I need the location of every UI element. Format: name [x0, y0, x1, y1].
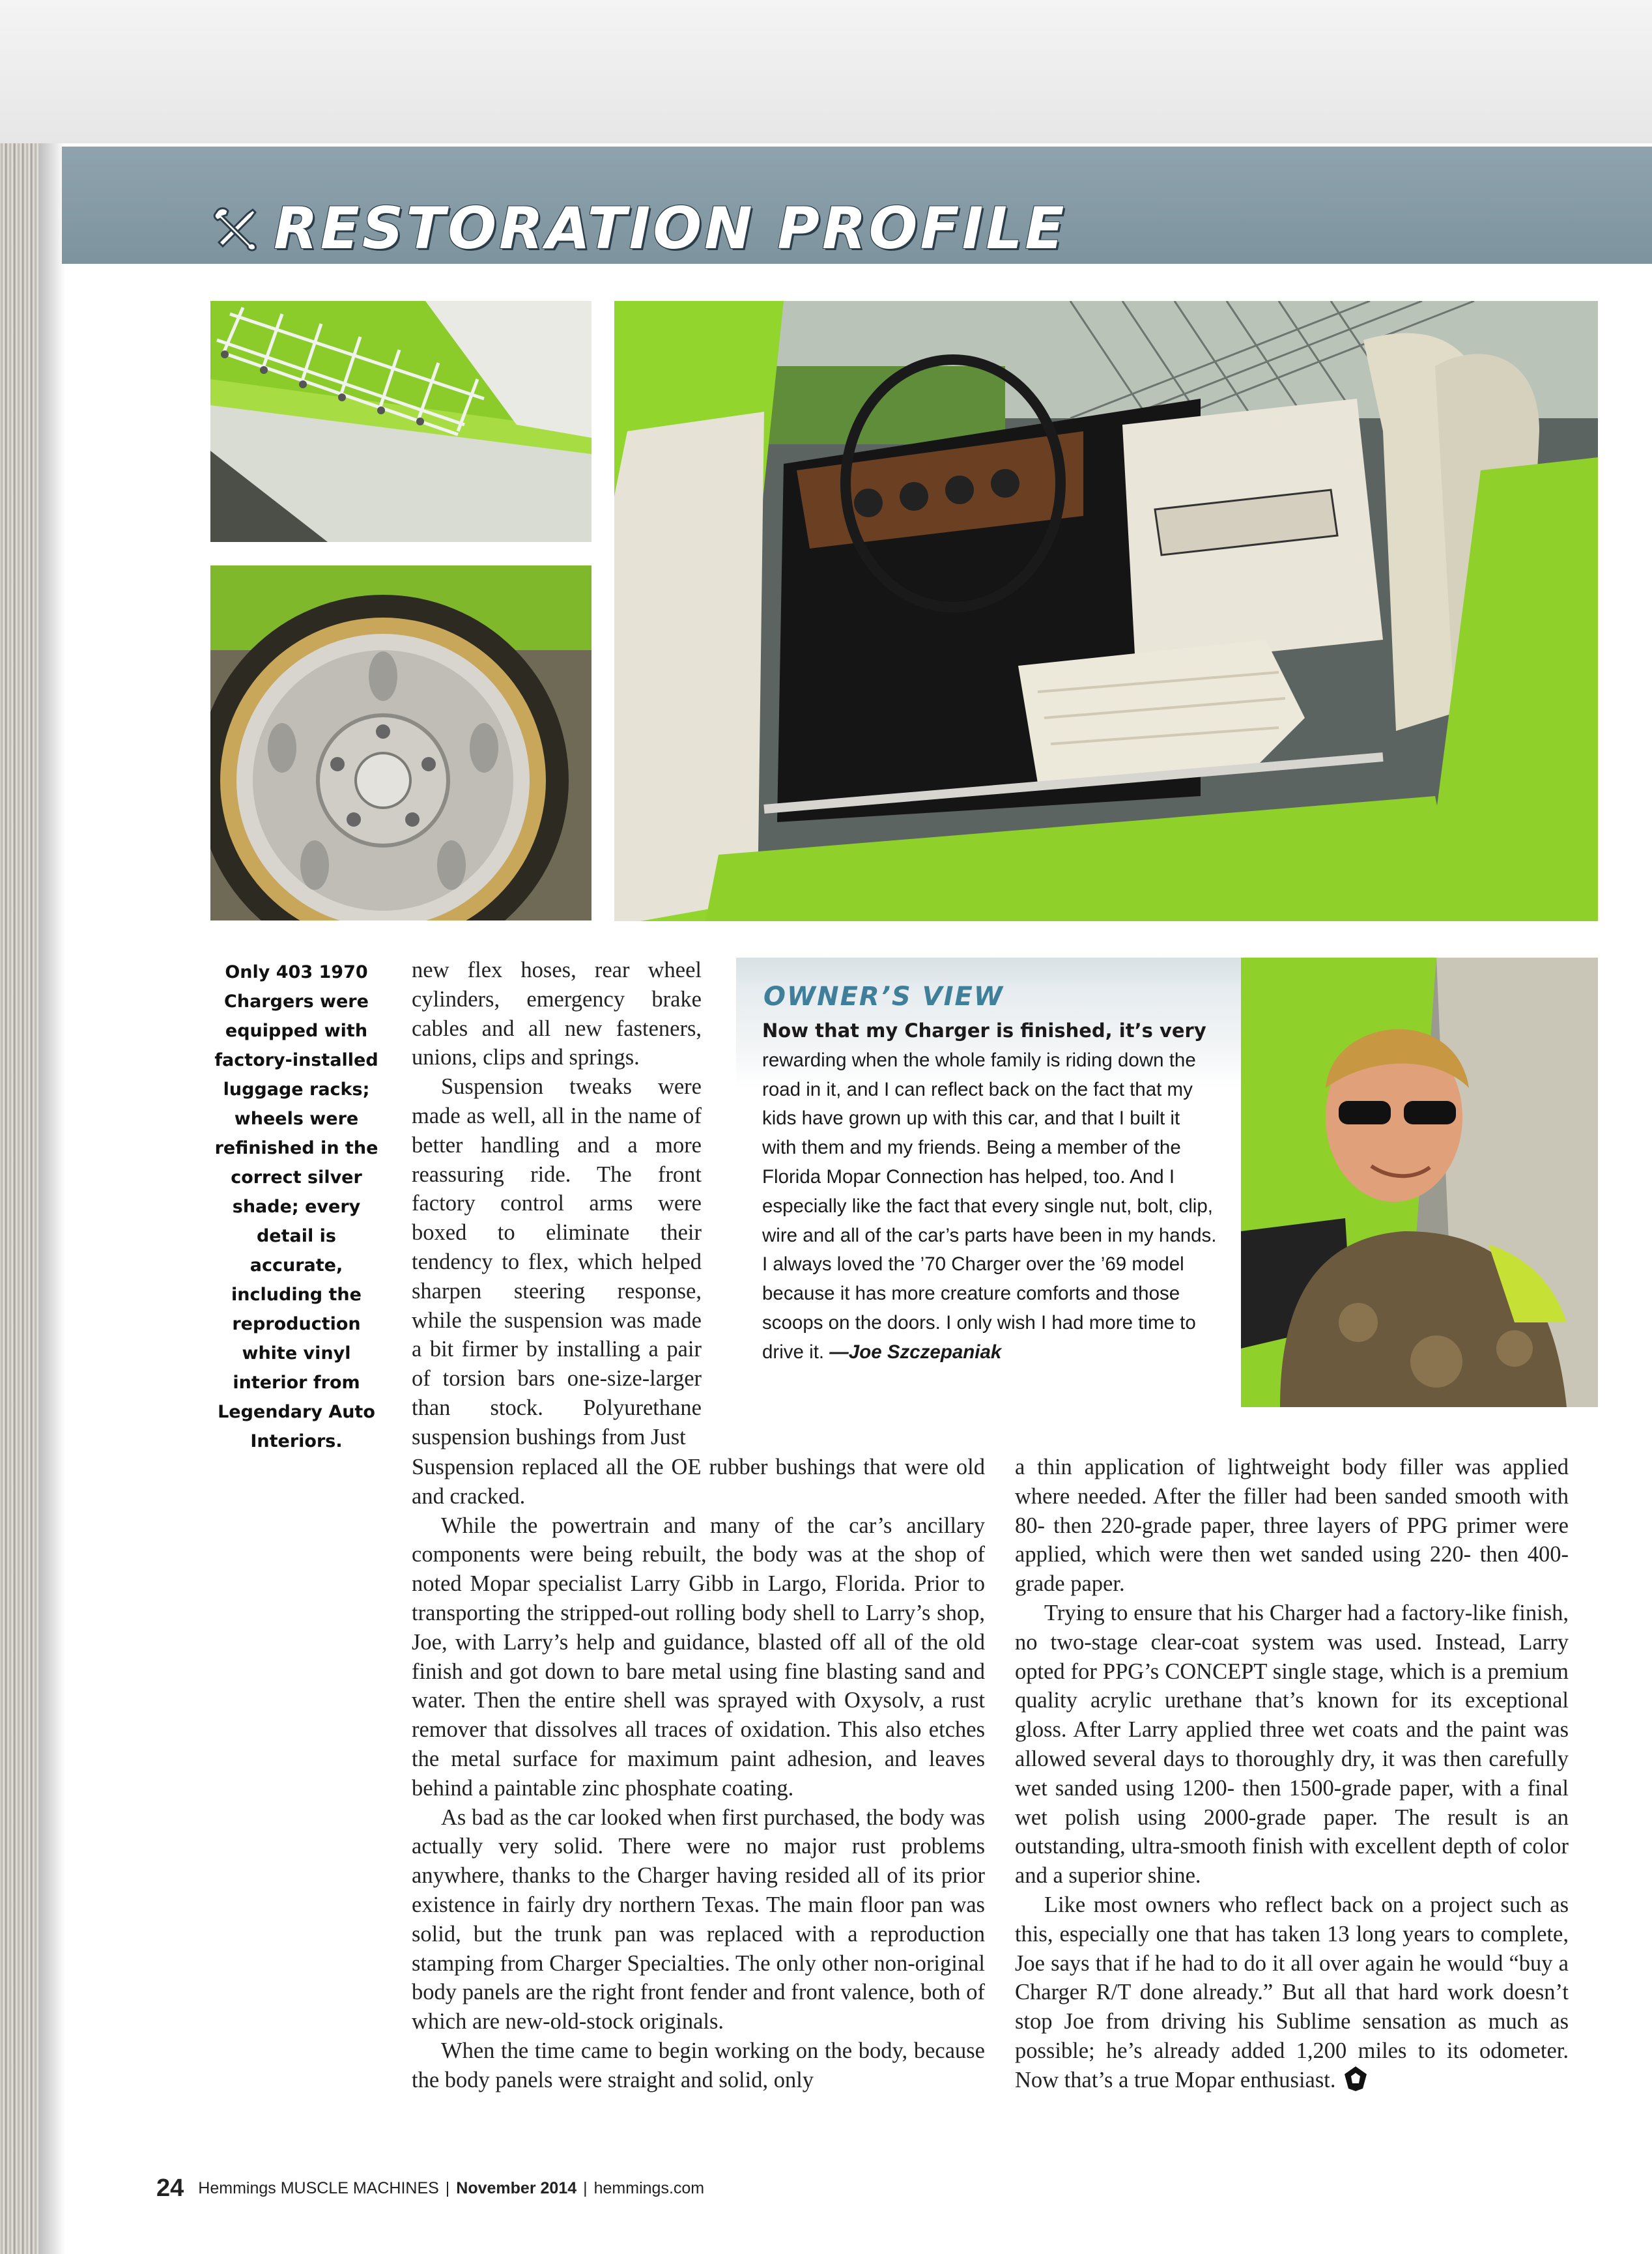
pentastar-end-icon	[1345, 2066, 1367, 2091]
luggage-rack-photo	[210, 301, 591, 542]
owners-view-signature: —Joe Szczepaniak	[829, 1341, 1002, 1363]
article-column-1	[412, 956, 702, 1452]
page-gutter-shadow	[39, 143, 65, 2254]
section-header	[210, 195, 1067, 261]
article-column-3	[1015, 1453, 1569, 2095]
owner-portrait-photo	[1241, 958, 1598, 1407]
article-paragraph: Trying to ensure that his Charger had a factory-like finish, no two-stage clear-coat system was used. Instead, Larry opted for PPG’s CONCEPT single stage, which is a premium quality acrylic urethane that’s known for its exceptional gloss. After Larry applied three wet coats and the paint was allowed several days to thoroughly dry, it was then carefully wet sanded using 1200- then 1500-grade paper, with a final wet polish using 2000-grade paper. The result is an outstanding, ultra-smooth finish with excellent depth of color and a superior shine.	[1015, 1600, 1569, 1889]
photo-caption: Only 403 1970 Chargers were equipped with factory-installed luggage racks; wheels were refinished in the correct silver shade; every detail is accurate, including the reproduction white vinyl interior from Legendary Auto Interiors.	[214, 962, 378, 1451]
article-paragraph: While the powertrain and many of the car’s ancillary components were being rebuilt, the body was at the shop of noted Mopar specialist Larry Gibb in Largo, Florida. Prior to transporting the stripped-out rolling body shell to Larry’s shop, Joe, with Larry’s help and guidance, blasted off all of the old finish and got down to bare metal using fine blasting sand and water. Then the entire shell was sprayed with Oxysolv, a rust remover that dissolves all traces of oxidation. This also etches the metal surface for maximum paint adhesion, and leaves behind a paintable zinc phosphate coating.	[412, 1513, 985, 1801]
section-title: RESTORATION PROFILE	[274, 194, 1067, 262]
owners-view-heading: OWNER’S VIEW	[763, 982, 1004, 1012]
website-link[interactable]: hemmings.com	[593, 2179, 705, 2197]
article-paragraph-text: Like most owners who reflect back on a project such as this, especially one that has taken 13 long years to complete, Joe says that if he had to do it all over again he would “buy a Charger R/T done already.” But all that hard work doesn’t stop Joe from driving his Sublime sensation as much as possible; he’s already added 1,200 miles to its odometer. Now that’s a true Mopar enthusiast.	[1015, 1892, 1569, 2092]
article-paragraph: a thin application of lightweight body filler was applied where needed. After the filler had been sanded smooth with 80- then 220-grade paper, three layers of PPG primer were applied, which were then wet sanded using 220- then 400-grade paper.	[1015, 1455, 1569, 1597]
scan-background	[0, 0, 1652, 147]
footer-separator: |	[445, 2179, 450, 2197]
page-footer	[156, 2175, 704, 2203]
footer-separator: |	[583, 2179, 588, 2197]
publication-name: Hemmings MUSCLE MACHINES	[198, 2179, 439, 2197]
article-paragraph: When the time came to begin working on the body, because the body panels were straight and solid, only	[412, 2038, 985, 2092]
page-number: 24	[156, 2175, 184, 2202]
interior-photo	[614, 301, 1598, 921]
article-paragraph: new flex hoses, rear wheel cylinders, emergency brake cables and all new fasteners, unions, clips and springs.	[412, 958, 702, 1070]
article-paragraph: Suspension tweaks were made as well, all in the name of better handling and a more reassuring ride. The front factory control arms were boxed to eliminate their tendency to flex, which helped sharpen steering response, while the suspension was made a bit firmer by installing a pair of torsion bars one-size-larger than stock. Polyurethane suspension bushings from Just	[412, 1074, 702, 1449]
owners-view-lead: Now that my Charger is finished, it’s very	[762, 1020, 1206, 1042]
issue-date: November 2014	[456, 2179, 577, 2197]
article-paragraph: As bad as the car looked when first purchased, the body was actually very solid. There were no major rust problems anywhere, thanks to the Charger having resided all of its prior existence in fairly dry northern Texas. The main floor pan was solid, but the trunk pan was replaced with a reproduction stamping from Charger Specialties. The only other non-original body panels are the right front fender and front valence, both of which are new-old-stock originals.	[412, 1805, 985, 2034]
wrench-screwdriver-icon	[210, 202, 262, 254]
article-column-2	[412, 1453, 985, 2095]
rallye-wheel-photo	[210, 565, 591, 920]
owners-view-text	[762, 1016, 1218, 1367]
owners-view-body: rewarding when the whole family is riding down the road in it, and I can reflect back on the fact that my kids have grown up with this car, and that I built it with them and my friends. Being a member of the Florida Mopar Connection has helped, too. And I especially like the fact that every single nut, bolt, clip, wire and all of the car’s parts have been in my hands. I always loved the ’70 Charger over the ’69 model because it has more creature comforts and those scoops on the doors. I only wish I had more time to drive it.	[762, 1049, 1217, 1363]
article-paragraph: Suspension replaced all the OE rubber bushings that were old and cracked.	[412, 1455, 985, 1509]
article-paragraph	[1015, 1890, 1569, 2095]
